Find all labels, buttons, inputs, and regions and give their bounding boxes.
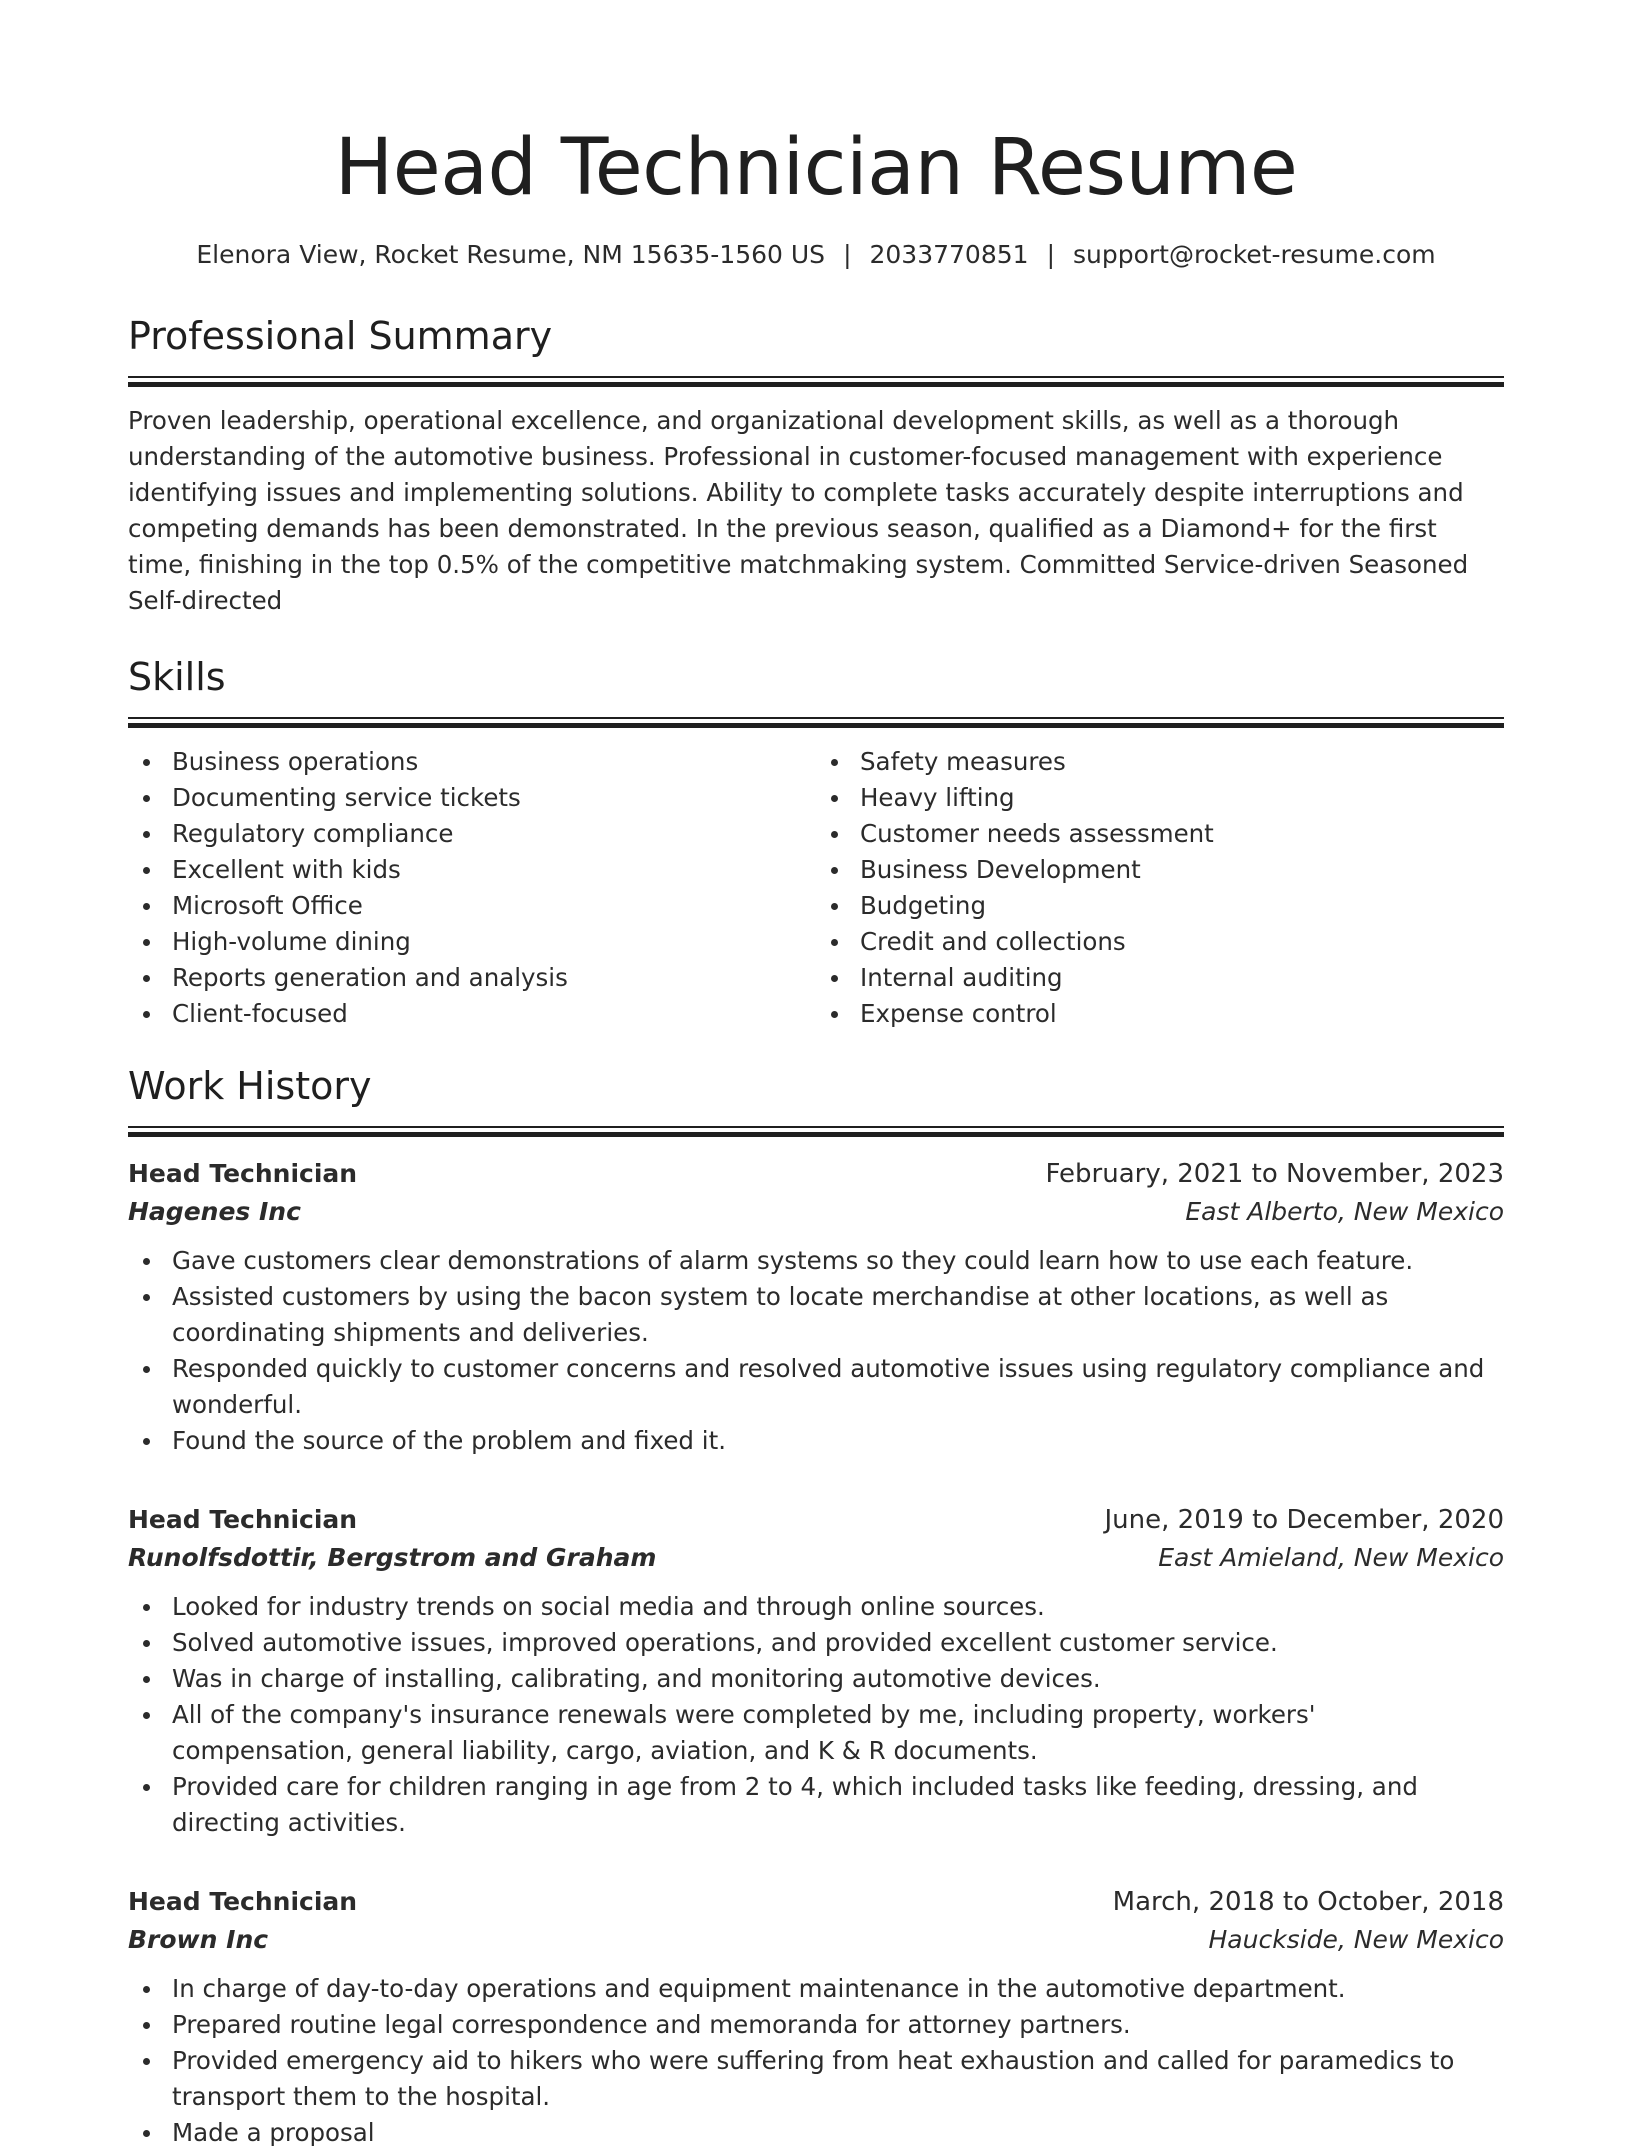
skill-item: Business Development [860,852,1504,888]
contact-phone: 2033770851 [869,240,1029,269]
contact-separator: | [843,240,852,269]
skill-item: Client-focused [172,996,816,1032]
job-company-row [128,1539,1504,1577]
job-bullet: In charge of day-to-day operations and equipment maintenance in the automotive department. [172,1971,1504,2007]
section-heading-work-history: Work History [128,1064,372,1108]
job-dates: June, 2019 to December, 2020 [1104,1505,1504,1535]
job-bullet: Made a proposal [172,2115,1504,2151]
skill-item: Microsoft Office [172,888,816,924]
section-divider [128,717,1504,726]
job-bullet: Provided care for children ranging in age from 2 to 4, which included tasks like feeding, dressing, and directing activities. [172,1769,1504,1841]
job-location: East Amieland, New Mexico [1158,1543,1504,1572]
job-entry [128,1501,1504,1841]
skills-column-left [128,744,816,1032]
job-bullet: Looked for industry trends on social media and through online sources. [172,1589,1504,1625]
job-entry [128,1883,1504,2151]
job-dates: February, 2021 to November, 2023 [1045,1159,1504,1189]
resume-title: Head Technician Resume [334,123,1298,213]
job-header-row [128,1501,1504,1539]
skill-item: Documenting service tickets [172,780,816,816]
skill-item: Regulatory compliance [172,816,816,852]
job-bullet: Was in charge of installing, calibrating, and monitoring automotive devices. [172,1661,1504,1697]
skill-item: Reports generation and analysis [172,960,816,996]
skill-item: Heavy lifting [860,780,1504,816]
job-bullets [128,1971,1504,2151]
job-bullet: All of the company's insurance renewals were completed by me, including property, workers' compensation, general liability, cargo, aviation, and K & R documents. [172,1697,1504,1769]
job-bullet: Responded quickly to customer concerns and resolved automotive issues using regulatory compliance and wonderful. [172,1351,1504,1423]
job-bullet: Solved automotive issues, improved operations, and provided excellent customer service. [172,1625,1504,1661]
skill-item: Safety measures [860,744,1504,780]
job-header-row [128,1883,1504,1921]
job-bullet: Found the source of the problem and fixed it. [172,1423,1504,1459]
job-company-row [128,1921,1504,1959]
skills-grid [128,744,1504,1032]
job-company: Runolfsdottir, Bergstrom and Graham [128,1543,657,1572]
job-bullet: Provided emergency aid to hikers who were suffering from heat exhaustion and called for paramedics to transport them to the hospital. [172,2043,1504,2115]
job-location: East Alberto, New Mexico [1185,1197,1504,1226]
job-bullets [128,1589,1504,1841]
contact-separator: | [1046,240,1055,269]
skill-item: Business operations [172,744,816,780]
job-title: Head Technician [128,1887,358,1916]
skill-item: Budgeting [860,888,1504,924]
skills-column-right [816,744,1504,1032]
skill-item: Credit and collections [860,924,1504,960]
skill-item: Excellent with kids [172,852,816,888]
job-dates: March, 2018 to October, 2018 [1112,1887,1504,1917]
job-company: Brown Inc [128,1925,269,1954]
contact-address: Elenora View, Rocket Resume, NM 15635-1560 US [196,240,826,269]
section-heading-skills: Skills [128,655,226,699]
job-location: Hauckside, New Mexico [1208,1925,1504,1954]
skill-item: Expense control [860,996,1504,1032]
job-entry [128,1155,1504,1459]
job-bullets [128,1243,1504,1459]
job-company: Hagenes Inc [128,1197,301,1226]
skill-item: Internal auditing [860,960,1504,996]
skill-item: Customer needs assessment [860,816,1504,852]
contact-line [128,238,1504,272]
professional-summary-section [128,312,1504,619]
job-title: Head Technician [128,1505,358,1534]
job-bullet: Gave customers clear demonstrations of alarm systems so they could learn how to use each feature. [172,1243,1504,1279]
section-divider [128,1126,1504,1135]
summary-text: Proven leadership, operational excellence, and organizational development skills, as well as a thorough understanding of the automotive business. Professional in customer-focused management with experience identifying issues and implementing solutions. Ability to complete tasks accurately despite interruptions and competing demands has been demonstrated. In the previous season, qualified as a Diamond+ for the first time, finishing in the top 0.5% of the competitive matchmaking system. Committed Service-driven Seasoned Self-directed [128,406,1469,615]
job-bullet: Assisted customers by using the bacon system to locate merchandise at other locations, as well as coordinating shipments and deliveries. [172,1279,1504,1351]
job-bullet: Prepared routine legal correspondence and memoranda for attorney partners. [172,2007,1504,2043]
job-company-row [128,1193,1504,1231]
work-history-section [128,1062,1504,2151]
job-title: Head Technician [128,1159,358,1188]
section-heading-summary: Professional Summary [128,314,553,358]
contact-email[interactable]: support@rocket-resume.com [1073,240,1436,269]
section-divider [128,376,1504,385]
skills-section [128,653,1504,1032]
skill-item: High-volume dining [172,924,816,960]
job-header-row [128,1155,1504,1193]
